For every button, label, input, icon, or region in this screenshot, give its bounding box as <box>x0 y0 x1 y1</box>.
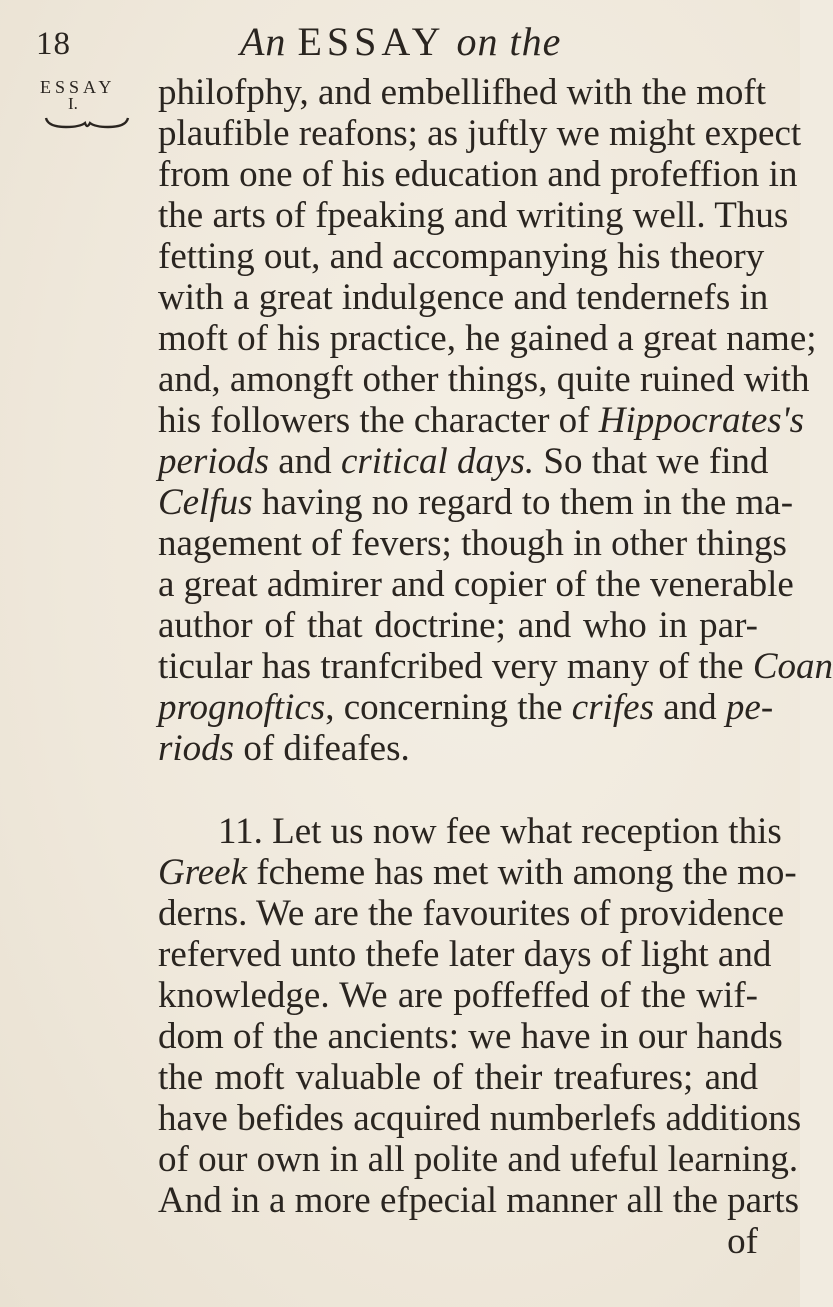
text-line: dom of the ancients: we have in our hands <box>158 1016 783 1057</box>
text-line: from one of his education and profeffion in <box>158 154 798 195</box>
text-line: the arts of fpeaking and writing well. Thus <box>158 195 789 236</box>
text-line <box>158 441 769 482</box>
italic-text: Hippocrates's <box>598 400 804 441</box>
text-segment: his followers the character of <box>158 400 599 441</box>
curly-brace-icon <box>44 116 130 130</box>
text-line: referved unto thefe later days of light and <box>158 934 772 975</box>
text-line: the moft valuable of their treafures; and <box>158 1057 758 1098</box>
text-line: moft of his practice, he gained a great name; <box>158 318 817 359</box>
text-line: with a great indulgence and tendernefs in <box>158 277 769 318</box>
running-title-suffix: on the <box>456 19 562 64</box>
text-line: knowledge. We are poffeffed of the wif- <box>158 975 758 1016</box>
italic-text: Coan <box>752 646 833 687</box>
text-line <box>158 687 774 728</box>
italic-text: riods <box>158 728 235 769</box>
catchword: of <box>727 1221 758 1262</box>
paragraph-2 <box>158 811 802 1221</box>
text-segment: , concerning the <box>325 687 572 728</box>
italic-text: Greek <box>158 852 248 893</box>
text-segment: fcheme has met with among the mo- <box>247 852 797 893</box>
text-segment: and <box>653 687 726 728</box>
italic-text: crifes <box>571 687 654 728</box>
running-title-main: ESSAY <box>297 19 446 64</box>
text-line <box>158 400 804 441</box>
text-segment: having no regard to them in the ma- <box>252 482 794 523</box>
italic-text: prognoftics <box>158 687 326 728</box>
text-line <box>158 852 797 893</box>
italic-text: critical days. <box>340 441 535 482</box>
text-line <box>158 646 833 687</box>
text-segment: So that we find <box>534 441 769 482</box>
text-line: 11. Let us now fee what reception this <box>218 811 782 852</box>
text-line: philofphy, and embellifhed with the moft <box>158 72 766 113</box>
italic-text: periods <box>158 441 269 482</box>
text-segment: and <box>269 441 341 482</box>
margin-catchword: ESSAY <box>40 77 116 97</box>
text-line: And in a more efpecial manner all the parts <box>158 1180 800 1221</box>
text-line: and, amongft other things, quite ruined with <box>158 359 810 400</box>
italic-text: Celfus <box>158 482 253 523</box>
text-line: have befides acquired numberlefs additions <box>158 1098 802 1139</box>
text-line: plaufible reafons; as juftly we might expect <box>158 113 802 154</box>
paragraph-1 <box>158 72 833 769</box>
running-title <box>240 18 561 65</box>
text-line: of our own in all polite and ufeful learning. <box>158 1139 799 1180</box>
text-line: a great admirer and copier of the venerable <box>158 564 794 605</box>
text-line: author of that doctrine; and who in par- <box>158 605 758 646</box>
running-head <box>0 14 800 74</box>
text-line: derns. We are the favourites of providence <box>158 893 785 934</box>
running-title-prefix: An <box>240 19 287 64</box>
text-line <box>158 728 758 769</box>
text-segment: ticular has tranfcribed very many of the <box>158 646 753 687</box>
page-number: 18 <box>36 26 71 62</box>
text-line: nagement of fevers; though in other things <box>158 523 787 564</box>
margin-section-number: I. <box>68 94 78 113</box>
text-line: fetting out, and accompanying his theory <box>158 236 765 277</box>
body-text <box>158 72 833 1262</box>
margin-note <box>40 77 140 111</box>
text-line <box>158 482 794 523</box>
text-segment: of difeafes. <box>234 728 410 769</box>
italic-text: pe- <box>725 687 774 728</box>
